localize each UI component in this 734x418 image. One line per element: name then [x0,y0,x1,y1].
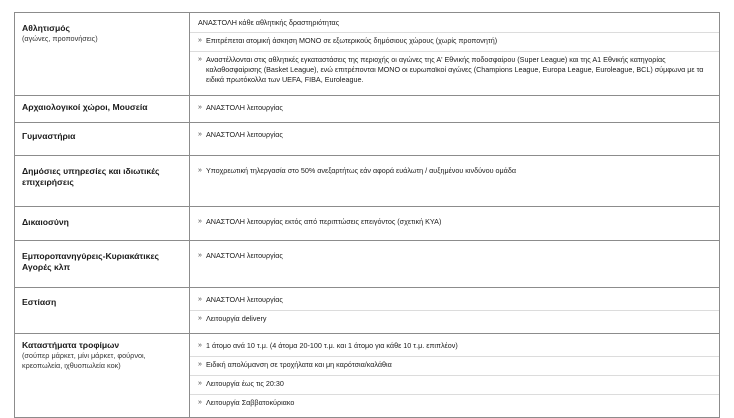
list-item [198,360,711,370]
item-text: ΑΝΑΣΤΟΛΗ λειτουργίας [206,130,283,139]
bullet-icon: » [198,167,202,174]
item-text: Λειτουργία έως τις 20:30 [206,379,284,388]
category-subtitle: (αγώνες, προπονήσεις) [22,34,98,43]
table-row [15,241,720,288]
details-cell [190,123,720,156]
category-title: Γυμναστήρια [22,131,76,141]
list-item [198,36,711,46]
item-text: ΑΝΑΣΤΟΛΗ λειτουργίας [206,295,283,304]
list-item [198,130,711,140]
bullet-icon: » [198,37,202,44]
category-title: Δημόσιες υπηρεσίες και ιδιωτικές επιχειρήσεις [22,166,160,187]
list-item [198,217,711,227]
table-row [15,13,720,96]
category-title: Δικαιοσύνη [22,217,69,227]
category-cell [15,156,190,207]
details-cell [190,334,720,418]
bullet-icon: » [198,315,202,322]
item-text: Υποχρεωτική τηλεργασία στο 50% ανεξαρτήτως εάν αφορά ευάλωτη / αυξημένου κινδύνου ομάδα [206,166,516,175]
list-item [198,295,711,305]
item-text: Ειδική απολύμανση σε τροχήλατα και μη καρότσια/καλάθια [206,360,392,369]
list-item [198,251,711,261]
details-cell [190,156,720,207]
table-row [15,123,720,156]
lead-text: ΑΝΑΣΤΟΛΗ κάθε αθλητικής δραστηριότητας [198,18,340,27]
list-item [198,341,711,351]
item-text: ΑΝΑΣΤΟΛΗ λειτουργίας [206,251,283,260]
measures-table [14,12,720,418]
item-text: Επιτρέπεται ατομική άσκηση ΜΟΝΟ σε εξωτερικούς δημόσιους χώρους (χωρίς προπονητή) [206,36,498,45]
category-cell [15,123,190,156]
list-item [198,379,711,389]
category-cell [15,334,190,418]
bullet-icon: » [198,361,202,368]
list-item [198,314,711,324]
list-item [198,103,711,113]
category-cell [15,207,190,241]
category-title: Εστίαση [22,297,57,307]
table-row [15,288,720,334]
details-cell [190,241,720,288]
divider [190,394,719,395]
bullet-icon: » [198,104,202,111]
table-row [15,334,720,418]
item-text: Αναστέλλονται στις αθλητικές εγκαταστάσεις της περιοχής οι αγώνες της Α' Εθνικής ποδοσφαίρου (Super League) και της Α1 Εθνικής κατηγορίας καλαθοσφαίρισης (Basket League), ενώ επιτρέπονται ΜΟΝΟ οι ευρωπαϊκοί αγώνες (Champions League, Europa League, Euroleague, BCL) σύμφωνα με τα ειδικά πρωτόκολλα των UEFA, FIBA, Euroleague. [206,55,704,84]
bullet-icon: » [198,131,202,138]
category-cell [15,241,190,288]
category-title: Καταστήματα τροφίμων [22,340,120,350]
bullet-icon: » [198,342,202,349]
list-item [198,166,711,176]
table-row [15,207,720,241]
bullet-icon: » [198,380,202,387]
table-row [15,156,720,207]
category-title: Αθλητισμός [22,23,70,33]
details-cell [190,96,720,123]
category-title: Αρχαιολογικοί χώροι, Μουσεία [22,102,148,112]
divider [190,32,719,33]
category-cell [15,96,190,123]
divider [190,375,719,376]
details-cell [190,13,720,96]
divider [190,310,719,311]
item-text: ΑΝΑΣΤΟΛΗ λειτουργίας [206,103,283,112]
item-text: Λειτουργία Σαββατοκύριακο [206,398,295,407]
bullet-icon: » [198,399,202,406]
details-cell [190,207,720,241]
category-cell [15,13,190,96]
divider [190,356,719,357]
bullet-icon: » [198,252,202,259]
bullet-icon: » [198,56,202,63]
divider [190,51,719,52]
item-text: ΑΝΑΣΤΟΛΗ λειτουργίας εκτός από περιπτώσεις επειγόντος (σχετική ΚΥΑ) [206,217,442,226]
category-subtitle: (σούπερ μάρκετ, μίνι μάρκετ, φούρνοι, κρεοπωλεία, ιχθυοπωλεία κοκ) [22,351,146,370]
item-text: 1 άτομο ανά 10 τ.μ. (4 άτομα 20-100 τ.μ. και 1 άτομο για κάθε 10 τ.μ. επιπλέον) [206,341,458,350]
category-title: Εμποροπανηγύρεις-Κυριακάτικες Αγορές κλπ [22,251,159,272]
list-item [198,398,711,408]
category-cell [15,288,190,334]
details-cell [190,288,720,334]
bullet-icon: » [198,218,202,225]
table-row [15,96,720,123]
list-item [198,55,711,85]
bullet-icon: » [198,296,202,303]
item-text: Λειτουργία delivery [206,314,267,323]
